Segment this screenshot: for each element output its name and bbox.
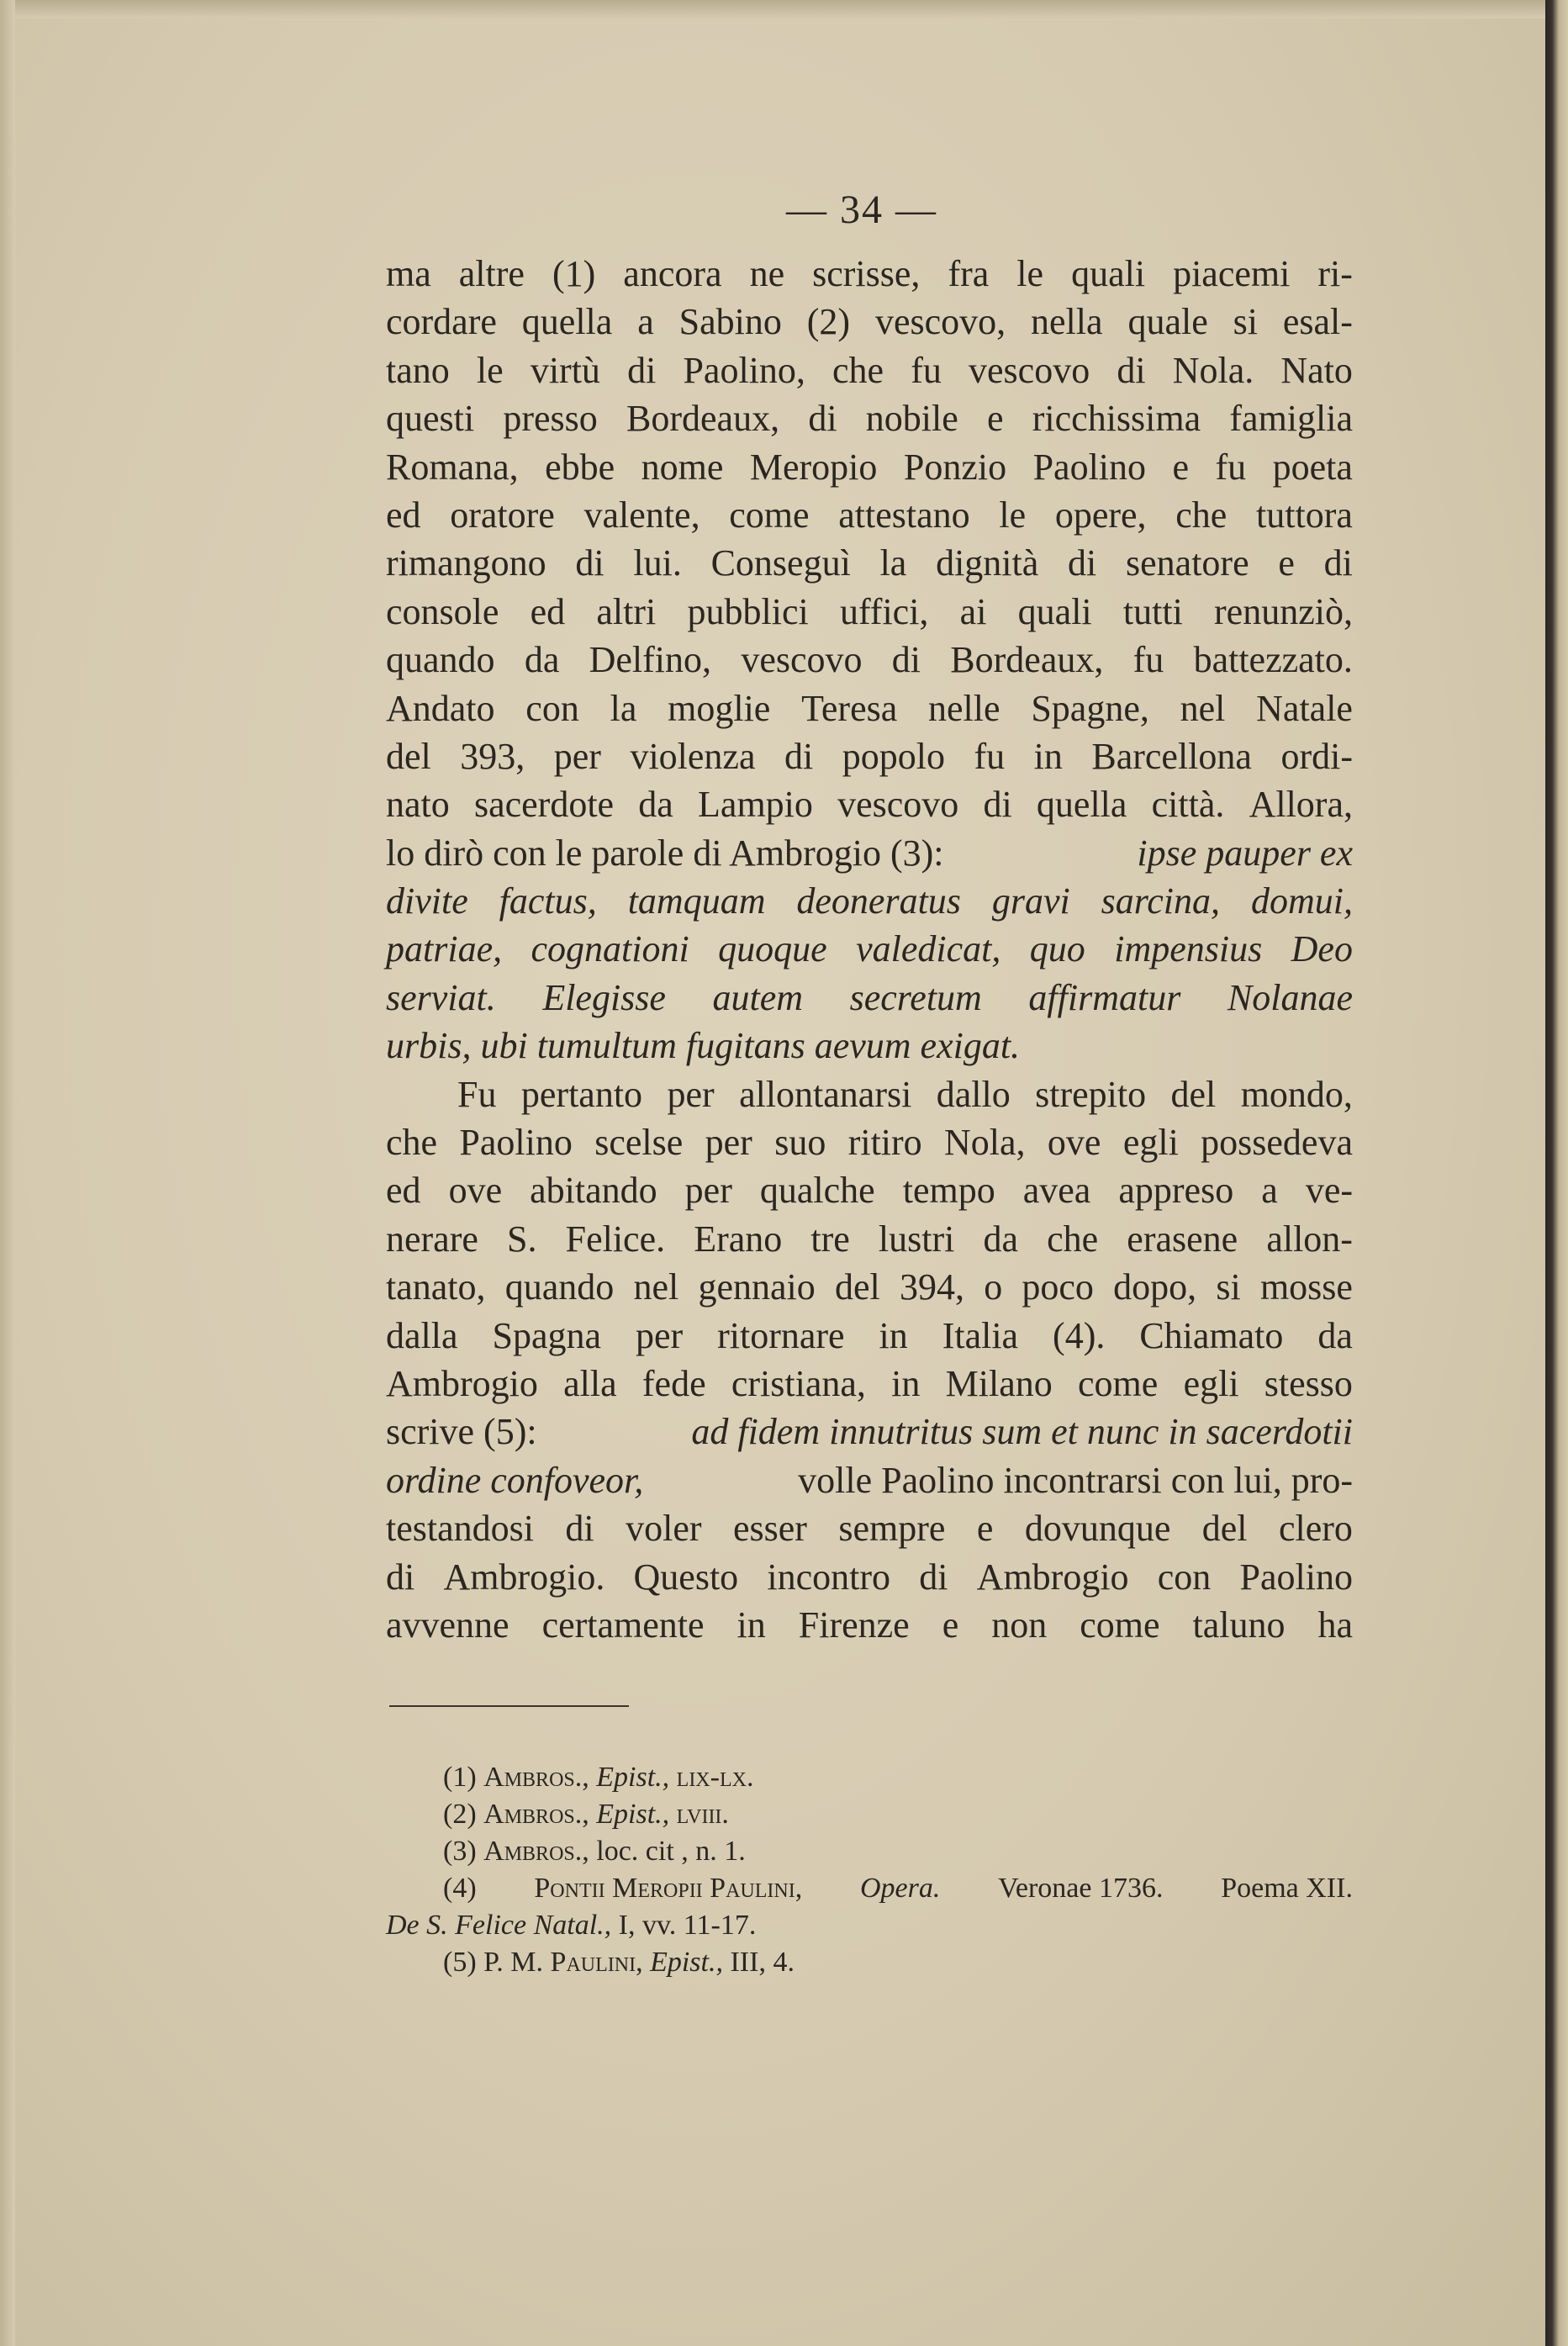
word: Elegisse [542,976,666,1018]
footnote-work: Epist., [650,1947,723,1978]
word: ai [959,590,987,632]
word: le [476,349,504,391]
word: in [879,1314,908,1356]
word: valente, [583,494,700,536]
word: ritornare [717,1314,845,1356]
word: voler [626,1508,702,1550]
word: tanato, [386,1266,486,1308]
word: esser [732,1508,807,1550]
word: 393, [460,735,525,777]
text-line [386,780,1353,828]
footnote-3 [386,1833,1353,1870]
word: si [1216,1266,1241,1308]
word: dalla [386,1314,458,1356]
word: di [565,1508,594,1550]
text-line [386,1263,1353,1311]
text-line [386,732,1353,780]
word: lui. [633,542,682,584]
word: egli [1122,1122,1179,1164]
word: sempre [838,1508,946,1550]
word: le [999,494,1027,536]
body-text [386,250,1353,1649]
word: S. [507,1218,537,1260]
word: tempo [902,1170,995,1212]
word: uffici, [839,590,929,632]
footnote-work: Epist., [596,1799,670,1830]
text-line-italic: urbis, ubi tumultum fugitans aevum exigat. [386,1025,1021,1067]
word: tamquam [627,880,766,922]
footnote-number: (4) [443,1873,477,1904]
footnote-separator [389,1705,629,1707]
word: Nato [1280,349,1353,391]
word: vescovo [837,784,959,826]
word: quo [1029,928,1085,970]
word: ed [386,1170,421,1212]
word: Spagne, [1031,687,1149,729]
word: che [1047,1218,1099,1260]
word: certamente [541,1604,705,1646]
word: violenza [630,735,756,777]
word: erasene [1127,1218,1238,1260]
footnote-work: Epist., [596,1762,670,1793]
word: la [610,687,637,729]
word: impensius [1114,928,1263,970]
word: per [684,1170,732,1212]
word: ritiro [847,1122,922,1164]
footnote-number: (3) [443,1836,477,1867]
word: dignità [936,542,1039,584]
word: (1) [552,253,596,294]
word: Ambrogio. [443,1556,605,1598]
word: serviat. [386,976,496,1018]
word: vescovo [969,349,1090,391]
word: che [832,349,884,391]
footnote-author: P. M. Paulini, [483,1947,643,1978]
word: fra [948,253,990,294]
word: valedicat, [856,928,1001,970]
word: tutti [1122,590,1183,632]
word: ve- [1305,1170,1353,1212]
text-line [386,1408,1353,1456]
word: di [575,542,604,584]
word: nel [1180,687,1226,729]
text-line [386,1166,1353,1214]
word: per [553,735,601,777]
word: quella [521,301,613,343]
footnote-ref: lviii. [676,1799,729,1830]
word: e [976,1508,994,1550]
word: gravi [991,880,1070,922]
word: fu [974,735,1006,777]
word: autem [712,976,804,1018]
word: mosse [1259,1266,1353,1308]
word: città. [1151,784,1225,826]
word: in [1033,735,1063,777]
text-roman: scrive (5): [386,1411,537,1453]
word: di [627,349,657,391]
word: console [386,590,499,632]
word: Milano [945,1362,1053,1404]
word: quoque [718,928,827,970]
word: Romana, [386,446,519,488]
word: quale [1127,301,1208,343]
text-line [386,1504,1353,1552]
word: e [942,1604,959,1646]
word: Paolino [1032,446,1147,488]
word: allontanarsi [739,1073,912,1115]
text-roman: volle Paolino incontrarsi con lui, pro- [798,1459,1353,1501]
word: ne [749,253,785,294]
word: battezzato. [1193,639,1353,681]
word: Deo [1291,928,1353,970]
word: testandosi [386,1508,534,1550]
word: Paolino [1239,1556,1353,1598]
word: da [1317,1314,1353,1356]
word: ricchissima [1032,398,1201,440]
word: mondo, [1240,1073,1353,1115]
word: sarcina, [1101,880,1221,922]
word: del [834,1266,880,1308]
word: in [891,1362,921,1404]
word: Fu [457,1073,497,1115]
word: piacemi [1173,253,1291,294]
word: Meropio [749,446,878,488]
word: per [667,1073,715,1115]
word: dallo [936,1073,1011,1115]
word: per [635,1314,684,1356]
word: Sabino [678,301,782,343]
word: divite [386,880,468,922]
word: famiglia [1229,398,1353,440]
word: fede [641,1362,706,1404]
word: dovunque [1024,1508,1171,1550]
word: abitando [530,1170,657,1212]
footnote-number: (5) [443,1947,477,1978]
word: alla [563,1362,617,1404]
word: la [879,542,907,584]
text-line [386,346,1353,394]
word: lustri [878,1218,955,1260]
word: egli [1183,1362,1239,1404]
word: Delfino, [589,639,712,681]
text-line-italic [386,974,1353,1022]
word: opere, [1054,494,1147,536]
word: con [525,687,579,729]
word: Nola. [1172,349,1254,391]
word: quali [1071,253,1146,294]
word: oratore [450,494,555,536]
word: Paolino, [683,349,805,391]
text-line [386,443,1353,491]
word: che [386,1122,438,1164]
word: tano [386,349,450,391]
word: Firenze [798,1604,910,1646]
word: vescovo [741,639,863,681]
word: nella [1031,301,1103,343]
word: incontro [767,1556,891,1598]
word: Conseguì [710,542,851,584]
word: (4). [1053,1314,1106,1356]
word: dopo, [1113,1266,1197,1308]
footnote-4-continuation [386,1907,1353,1944]
word: quando [386,639,495,681]
text-italic: ad fidem innutritus sum et nunc in sacerdotii [691,1411,1353,1453]
word: Lampio [698,784,813,826]
word: altri [596,590,657,632]
word: Natale [1256,687,1353,729]
word: si [1233,301,1258,343]
word: avea [1022,1170,1091,1212]
footnote-author: Pontii Meropii Paulini, [534,1873,803,1904]
word: Nolanae [1227,976,1353,1018]
word: di [983,784,1012,826]
word: con [1157,1556,1212,1598]
word: quali [1017,590,1092,632]
word: di [386,1556,415,1598]
word: esal- [1282,301,1353,343]
word: del [1201,1508,1248,1550]
word: Felice. [565,1218,666,1260]
word: ordi- [1280,735,1353,777]
word: renunziò, [1214,590,1353,632]
word: e [987,398,1004,440]
word: ed [386,494,421,536]
word: di [891,639,921,681]
word: gennaio [698,1266,816,1308]
word: e [1278,542,1295,584]
word: patriae, [386,928,503,970]
word: da [638,784,673,826]
word: presso [503,398,598,440]
word: nerare [386,1218,478,1260]
word: del [1170,1073,1217,1115]
word: di [1117,349,1146,391]
word: Andato [386,687,495,729]
word: fu [1215,446,1247,488]
word: fu [911,349,942,391]
text-line [386,588,1353,636]
footnote-work: De S. Felice Natal., [386,1910,612,1941]
word: in [736,1604,766,1646]
word: a [637,301,654,343]
footnote-number: (1) [443,1762,477,1793]
word: secretum [849,976,982,1018]
word: nome [641,446,724,488]
word: nobile [865,398,958,440]
word: Ponzio [903,446,1007,488]
word: ed [530,590,566,632]
word: altre [458,253,525,294]
word: factus, [499,880,597,922]
word: taluno [1192,1604,1286,1646]
text-line [386,1553,1353,1601]
word: avvenne [386,1604,509,1646]
word: quella [1036,784,1127,826]
word: senatore [1126,542,1249,584]
word: Nola, [944,1122,1026,1164]
word: quando [504,1266,615,1308]
word: per [705,1122,752,1164]
footnote-4 [386,1870,1353,1907]
footnote-ref: lix-lx. [676,1762,754,1793]
word: ri- [1317,253,1353,294]
word: poeta [1272,446,1353,488]
word: del [386,735,431,777]
page-number: — 34 — [786,188,937,232]
word: domui, [1250,880,1353,922]
word: Questo [633,1556,739,1598]
word: ma [386,253,431,294]
word: moglie [668,687,771,729]
word: Paolino [459,1122,573,1164]
text-line [386,250,1353,298]
word: ove [448,1170,503,1212]
footnote-author: Ambros., [483,1762,589,1793]
word: Allora, [1249,784,1353,826]
footnote-ref: loc. cit , n. 1. [596,1836,746,1867]
word: a [1261,1170,1278,1212]
word: Italia [942,1314,1019,1356]
word: tre [810,1218,850,1260]
word: suo [774,1122,826,1164]
word: strepito [1035,1073,1147,1115]
word: di [784,735,814,777]
word: cordare [386,301,497,343]
text-line [386,539,1353,587]
footnotes [386,1759,1353,1981]
word: nelle [928,687,1000,729]
word: non [991,1604,1048,1646]
word: affirmatur [1028,976,1181,1018]
page-binding-edge [1545,0,1568,2346]
text-line [386,636,1353,684]
text-line [386,1601,1353,1649]
word: stesso [1264,1362,1353,1404]
word: di [1068,542,1097,584]
word: nato [386,784,450,826]
word: nel [633,1266,679,1308]
word: di [919,1556,948,1598]
page-left-edge [0,0,15,2346]
word: Ambrogio [976,1556,1129,1598]
text-line [386,491,1353,539]
word: le [1016,253,1044,294]
word: come [1078,1362,1159,1404]
footnote-5 [386,1944,1353,1981]
word: cristiana, [731,1362,866,1404]
text-italic: ipse pauper ex [1137,832,1353,874]
footnote-author: Ambros., [483,1799,589,1830]
word: ebbe [545,446,615,488]
word: virtù [530,349,600,391]
word: deoneratus [796,880,961,922]
word: possedeva [1201,1122,1353,1164]
word: di [808,398,837,440]
word: Erano [694,1218,783,1260]
word: Bordeaux, [626,398,780,440]
paragraph-start-line [386,1070,1353,1118]
text-line [386,1360,1353,1408]
word: Spagna [492,1314,601,1356]
word: attestano [838,494,970,536]
word: tuttora [1256,494,1353,536]
word: allon- [1266,1218,1353,1260]
text-line [386,684,1353,732]
footnote-work: Opera. [859,1873,941,1904]
text-line [386,829,1353,877]
word: o [984,1266,1003,1308]
text-roman: lo dirò con le parole di Ambrogio (3): [386,832,944,874]
text-line [386,298,1353,346]
word: ha [1317,1604,1353,1646]
text-italic: ordine confoveor, [386,1459,644,1501]
word: scrisse, [812,253,921,294]
word: qualche [759,1170,875,1212]
word: vescovo, [874,301,1006,343]
text-line [386,394,1353,442]
footnote-ref: III, 4. [730,1947,795,1978]
word: Teresa [801,687,898,729]
word: da [524,639,560,681]
word: pertanto [520,1073,643,1115]
word: rimangono [386,542,546,584]
word: questi [386,398,475,440]
word: ove [1047,1122,1101,1164]
word: appreso [1118,1170,1234,1212]
text-line-italic [386,925,1353,973]
text-line [386,1312,1353,1360]
word: pubblici [687,590,809,632]
word: Ambrogio [386,1362,538,1404]
text-line-italic [386,877,1353,925]
word: di [1323,542,1353,584]
word: come [1080,1604,1160,1646]
footnote-number: (2) [443,1799,477,1830]
word: 394, [899,1266,964,1308]
text-line [386,1456,1353,1504]
word: Bordeaux, [950,639,1104,681]
footnote-2 [386,1796,1353,1833]
word: fu [1132,639,1164,681]
word: Barcellona [1091,735,1252,777]
word: poco [1022,1266,1094,1308]
text-line [386,1215,1353,1263]
word: scelse [594,1122,684,1164]
word: che [1175,494,1227,536]
word: cognationi [531,928,689,970]
word: ancora [623,253,722,294]
word: clero [1278,1508,1353,1550]
word: come [729,494,810,536]
footnote-ref: Poema XII. [1221,1873,1353,1904]
word: (2) [806,301,851,343]
page-top-edge [0,0,1547,18]
footnote-place: Veronae 1736. [998,1873,1164,1904]
text-line [386,1118,1353,1166]
word: e [1172,446,1190,488]
word: da [983,1218,1019,1260]
word: popolo [842,735,945,777]
word: Chiamato [1139,1314,1284,1356]
footnote-ref: I, vv. 11-17. [618,1910,757,1941]
footnote-1 [386,1759,1353,1796]
footnote-author: Ambros., [483,1836,589,1867]
word: sacerdote [473,784,615,826]
